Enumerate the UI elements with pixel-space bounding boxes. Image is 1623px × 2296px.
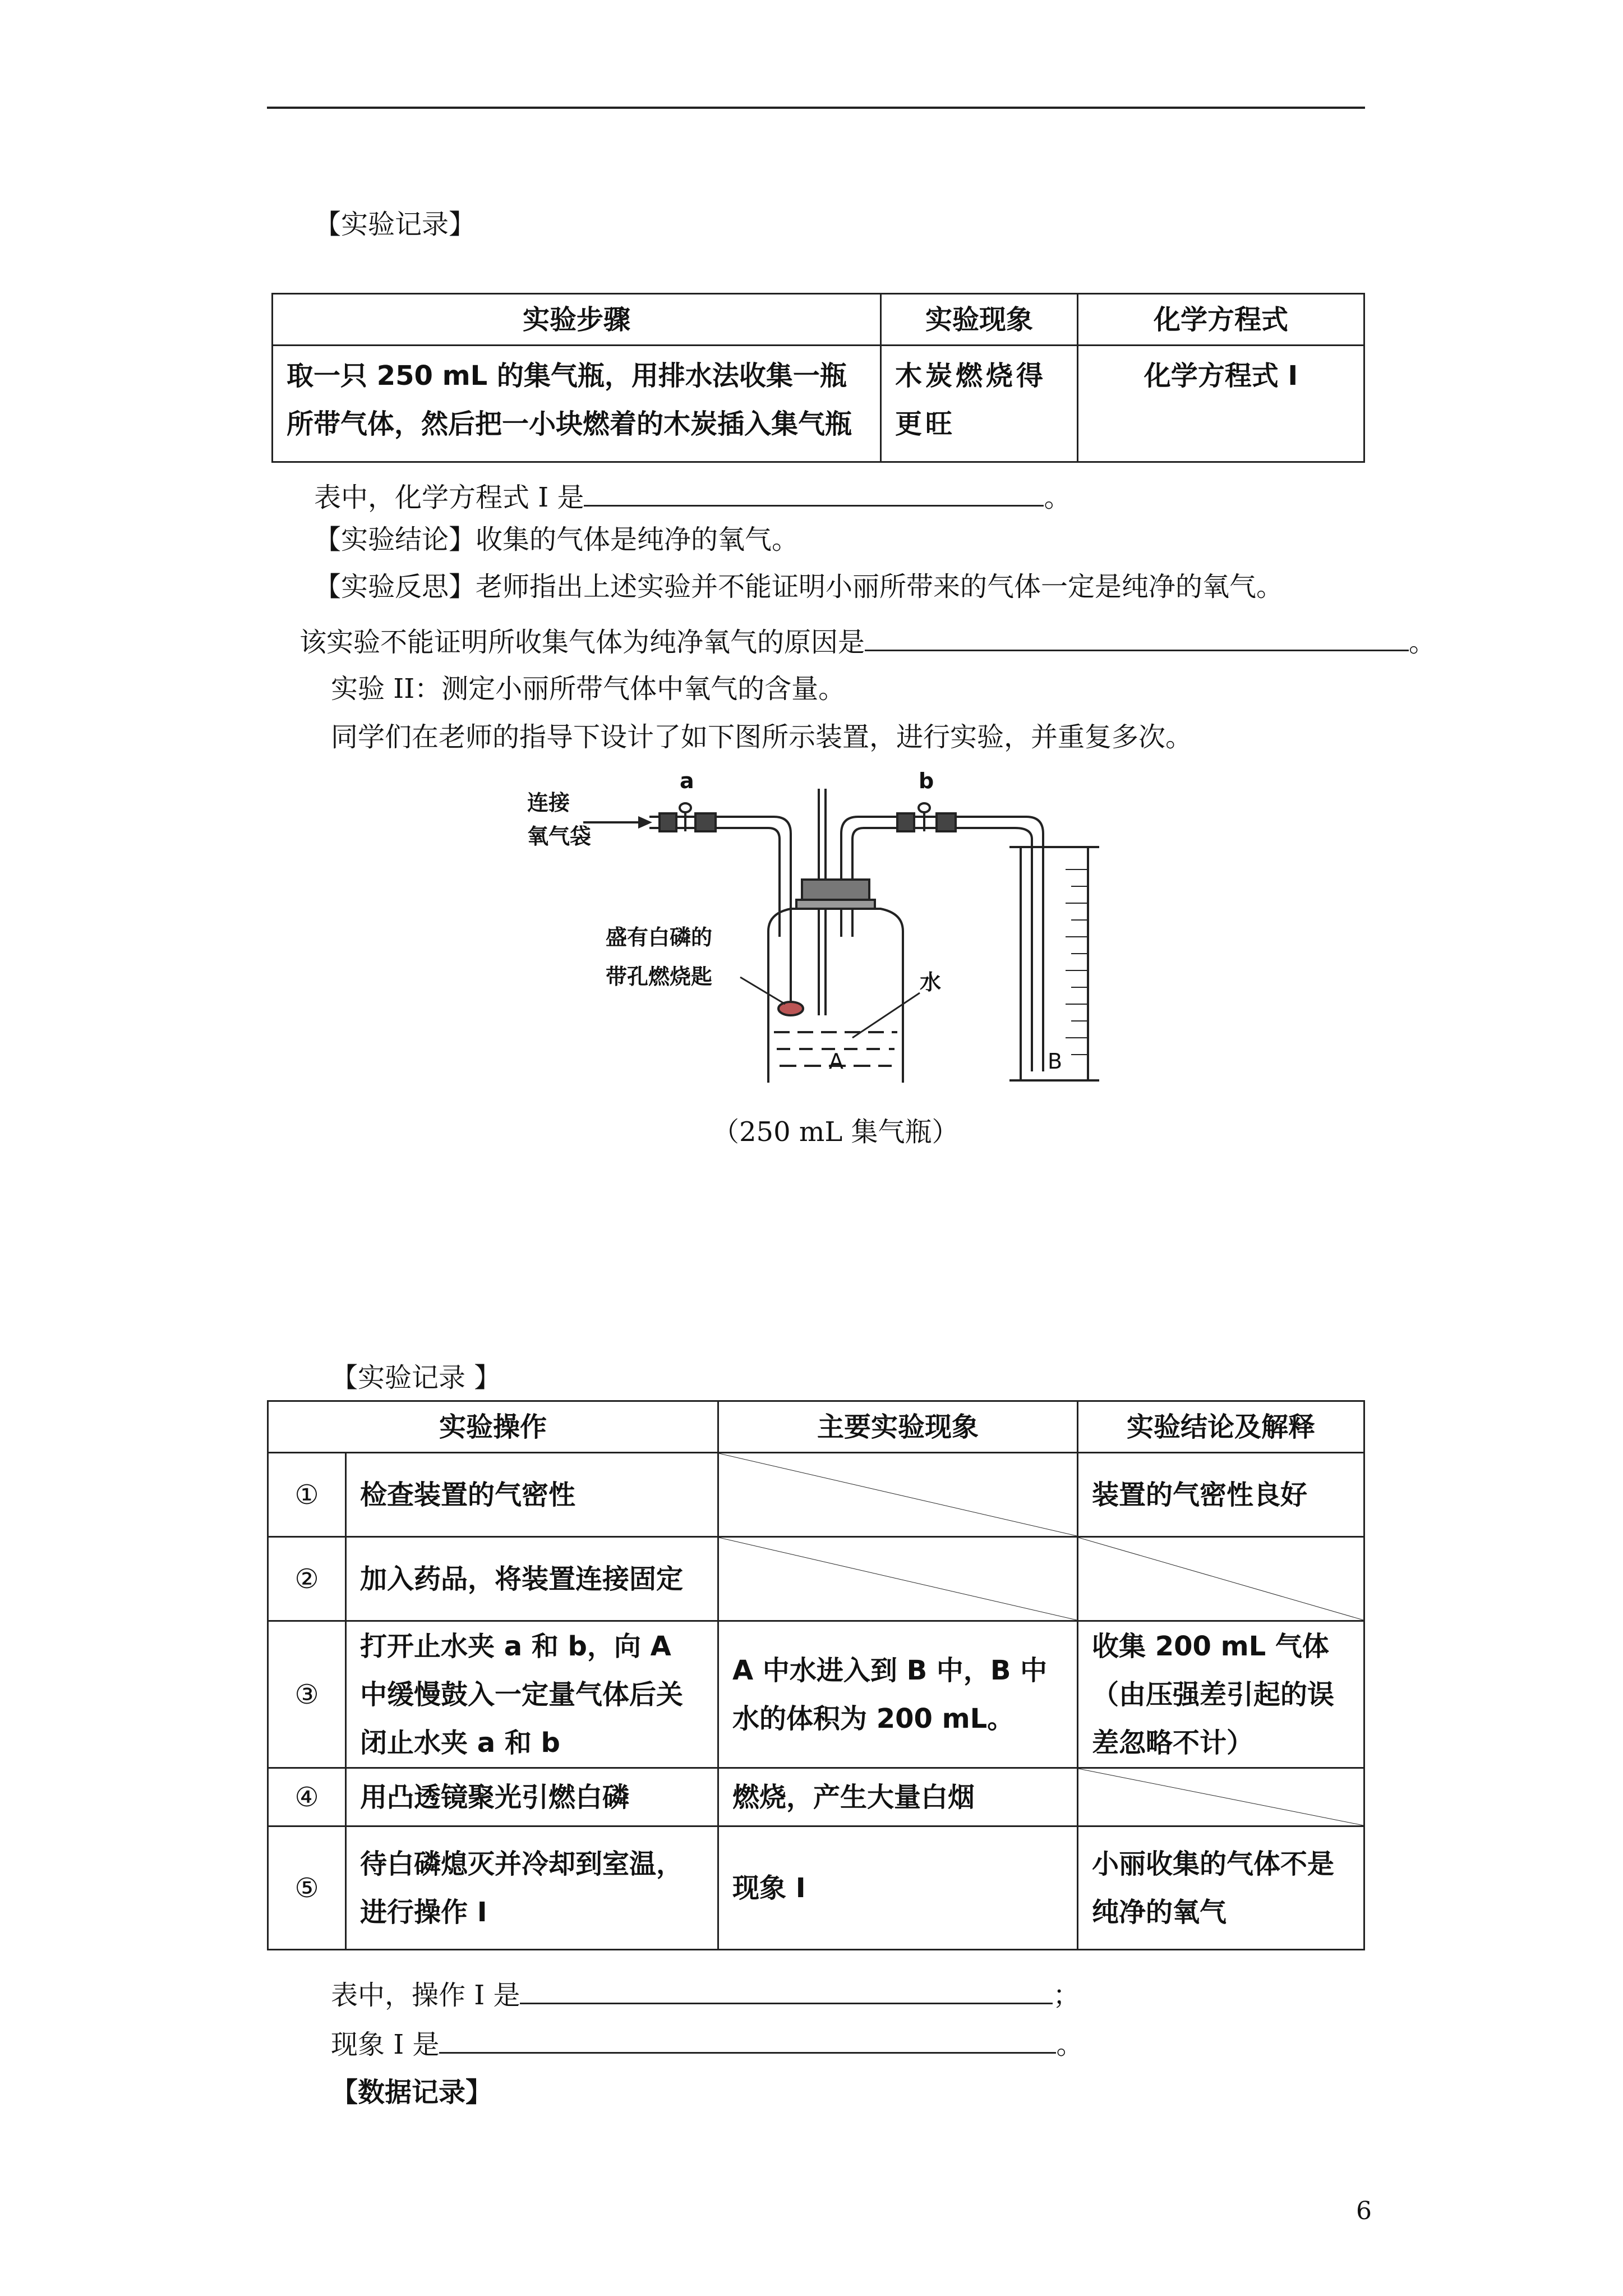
label-connect-2: 氧气袋: [527, 824, 592, 849]
t1-step: 取一只 250 mL 的集气瓶，用排水法收集一瓶所带气体，然后把一小块燃着的木炭插入集气瓶: [273, 346, 881, 462]
header-rule: [267, 107, 1365, 109]
t2-row2-op: 加入药品，将装置连接固定: [346, 1537, 718, 1621]
phenomenon-blank[interactable]: [439, 2025, 1056, 2054]
label-spoon-1: 盛有白磷的: [606, 925, 713, 950]
t2-row3-concl: 收集 200 mL 气体（由压强差引起的误差忽略不计）: [1078, 1621, 1364, 1768]
experiment-2-description: 同学们在老师的指导下设计了如下图所示装置，进行实验，并重复多次。: [331, 721, 1193, 753]
label-bottle-a: A: [829, 1049, 843, 1074]
experiment-2-title: 实验 II：测定小丽所带气体中氧气的含量。: [331, 673, 846, 705]
t2-header-operation: 实验操作: [268, 1401, 718, 1453]
t2-row4-num: ④: [268, 1768, 346, 1826]
label-clamp-b: b: [919, 769, 934, 793]
t2-row2-concl-diagonal-line: [1078, 1538, 1363, 1620]
section2-heading: 【实验记录 】: [331, 1362, 501, 1393]
label-water: 水: [920, 970, 942, 995]
t2-row3-phen: A 中水进入到 B 中，B 中水的体积为 200 mL。: [718, 1621, 1078, 1768]
reflection: 【实验反思】老师指出上述实验并不能证明小丽所带来的气体一定是纯净的氧气。: [314, 571, 1284, 602]
label-cylinder-b: B: [1048, 1049, 1063, 1074]
reason-line: 该实验不能证明所收集气体为纯净氧气的原因是 。: [299, 623, 1436, 659]
equation-blank[interactable]: [584, 478, 1044, 507]
t1-header-phenomenon: 实验现象: [881, 294, 1078, 346]
t2-row2-diagonal-line: [719, 1538, 1077, 1620]
t2-row1-concl: 装置的气密性良好: [1078, 1453, 1364, 1537]
page-number: 6: [1356, 2197, 1372, 2225]
t2-row3-op: 打开止水夹 a 和 b，向 A 中缓慢鼓入一定量气体后关闭止水夹 a 和 b: [346, 1621, 718, 1768]
section1-heading: 【实验记录】: [314, 209, 476, 240]
t2-row2-phen-diagonal: [718, 1537, 1078, 1621]
data-record-heading: 【数据记录】: [331, 2077, 493, 2108]
operation-blank[interactable]: [520, 1976, 1053, 2004]
t2-row4-phen: 燃烧，产生大量白烟: [718, 1768, 1078, 1826]
t2-row5-num: ⑤: [268, 1826, 346, 1950]
phenomenon-line: 现象 I 是 。: [331, 2025, 1083, 2062]
t1-header-step: 实验步骤: [273, 294, 881, 346]
label-spoon-2: 带孔燃烧匙: [606, 964, 713, 989]
t2-row1-phen-diagonal: [718, 1453, 1078, 1537]
t2-row4-op: 用凸透镜聚光引燃白磷: [346, 1768, 718, 1826]
t2-row4-diagonal-line: [1078, 1769, 1363, 1825]
equation-line: 表中，化学方程式 I 是 。: [314, 478, 1071, 514]
t2-row4-concl-diagonal: [1078, 1768, 1364, 1826]
t2-header-conclusion: 实验结论及解释: [1078, 1401, 1364, 1453]
t2-row1-op: 检查装置的气密性: [346, 1453, 718, 1537]
reason-blank[interactable]: [865, 623, 1409, 651]
t2-row1-num: ①: [268, 1453, 346, 1537]
label-clamp-a: a: [680, 769, 694, 793]
t2-row5-op: 待白磷熄灭并冷却到室温，进行操作 I: [346, 1826, 718, 1950]
record-table-1: [271, 293, 1365, 463]
label-connect-1: 连接: [527, 790, 570, 815]
conclusion: 【实验结论】收集的气体是纯净的氧气。: [314, 524, 799, 555]
t1-phenomenon: 木炭燃烧得更旺: [881, 346, 1078, 462]
t2-row2-num: ②: [268, 1537, 346, 1621]
t2-row5-concl: 小丽收集的气体不是纯净的氧气: [1078, 1826, 1364, 1950]
t1-equation: 化学方程式 I: [1078, 346, 1364, 462]
t2-row3-num: ③: [268, 1621, 346, 1768]
t2-row1-diagonal-line: [719, 1453, 1077, 1536]
record-table-2: [267, 1400, 1365, 1950]
figure-caption: （250 mL 集气瓶）: [712, 1116, 959, 1148]
t2-header-phenomenon: 主要实验现象: [718, 1401, 1078, 1453]
apparatus-figure: [527, 769, 1144, 1083]
t2-row5-phen: 现象 I: [718, 1826, 1078, 1950]
t2-row2-concl-diagonal: [1078, 1537, 1364, 1621]
operation-line: 表中，操作 I 是 ；: [331, 1976, 1080, 2012]
t1-header-equation: 化学方程式: [1078, 294, 1364, 346]
